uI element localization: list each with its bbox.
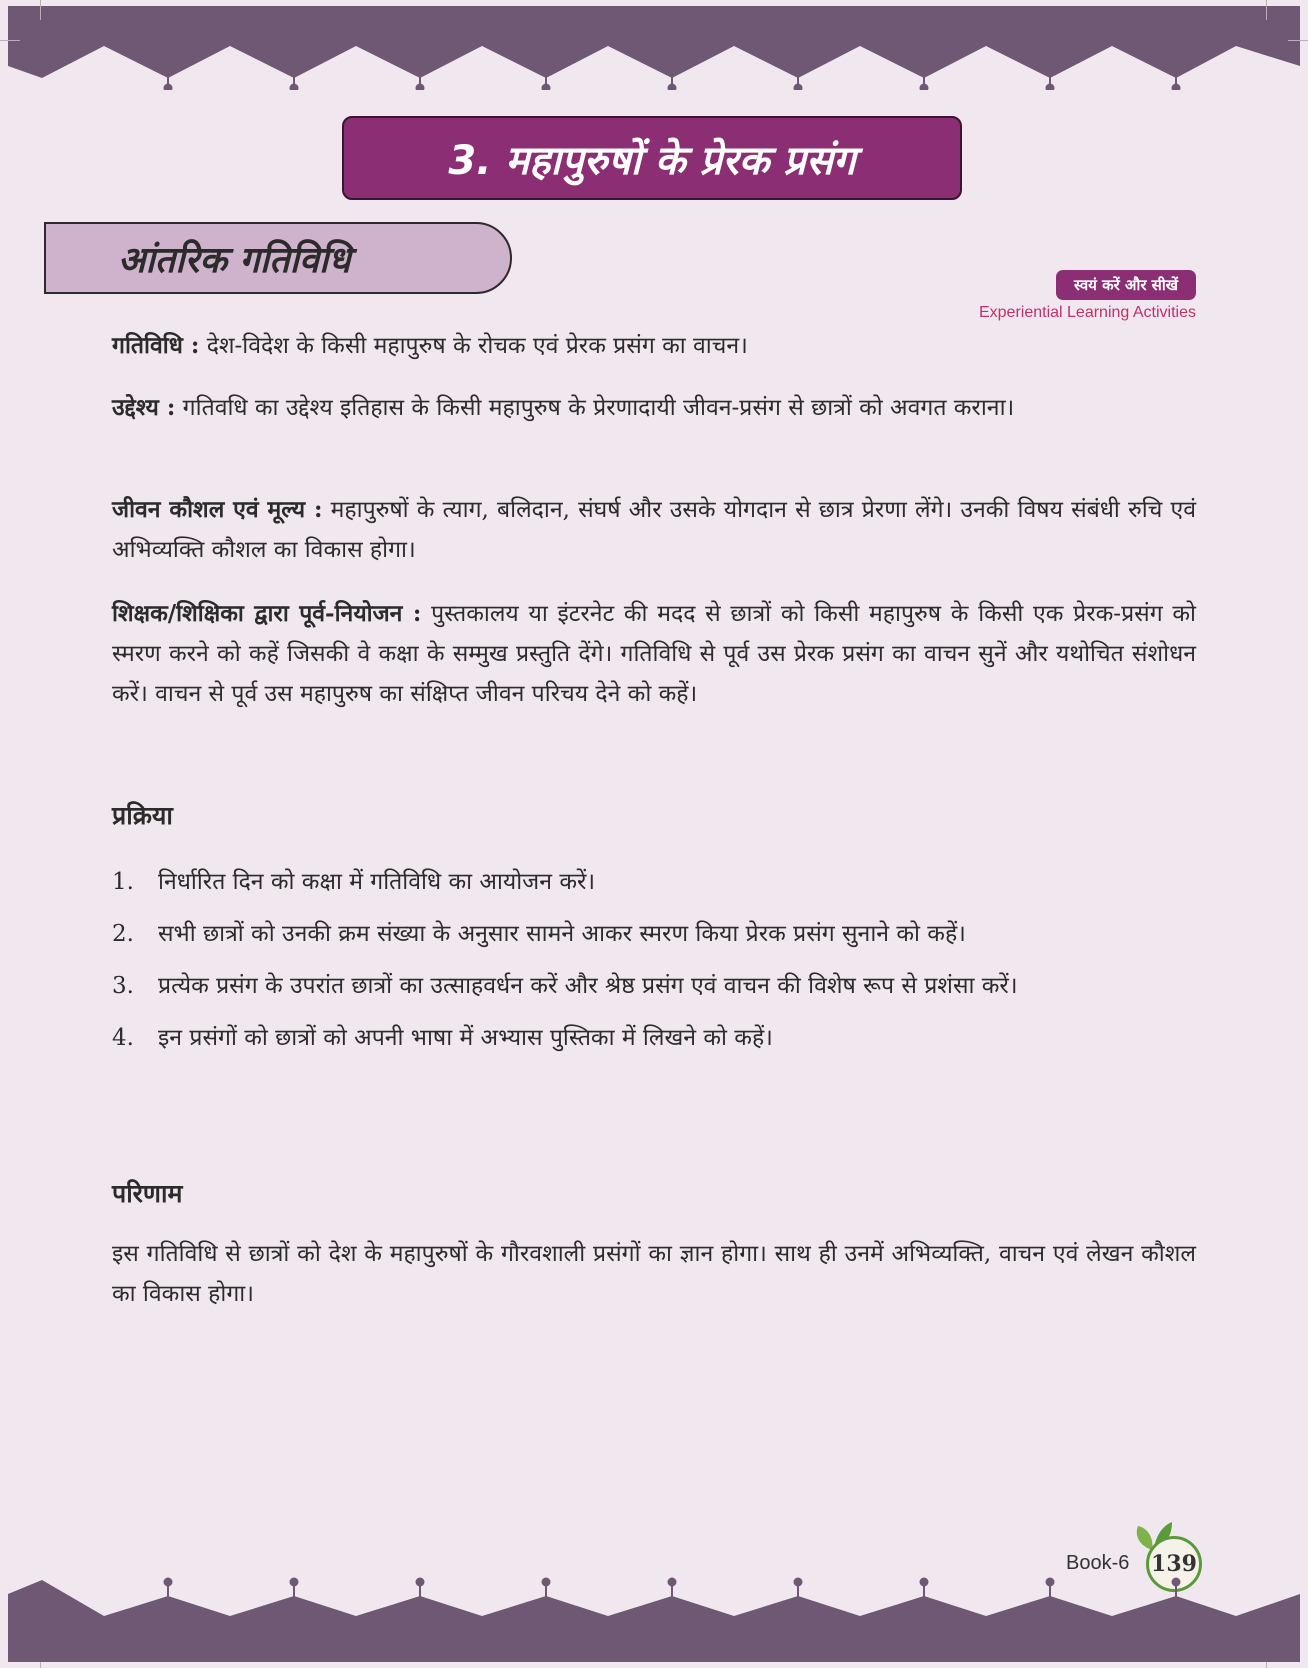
- process-heading: प्रक्रिया: [112, 801, 173, 830]
- purpose-label: उद्देश्य :: [112, 394, 176, 421]
- list-item-text: इन प्रसंगों को छात्रों को अपनी भाषा में अभ्यास पुस्तिका में लिखने को कहें।: [158, 1025, 773, 1051]
- list-item-number: 1.: [112, 869, 134, 895]
- skills-text: महापुरुषों के त्याग, बलिदान, संघर्ष और उसके योगदान से छात्र प्रेरणा लेंगे। उनकी विषय संबंधी रुचि एवं अभिव्यक्ति कौशल का विकास होगा।: [112, 497, 1197, 563]
- planning-text: पुस्तकालय या इंटरनेट की मदद से छात्रों को किसी महापुरुष के किसी एक प्रेरक-प्रसंग को स्मरण करने को कहें जिसकी वे कक्षा के सम्मुख प्रस्तुति देंगे। गतिविधि से पूर्व उस प्रेरक प्रसंग का वाचन सुनें और यथोचित संशोधन करें। वाचन से पूर्व उस महापुरुष का संक्षिप्त जीवन परिचय देने को कहें।: [112, 601, 1197, 707]
- purpose-text: गतिवधि का उद्देश्य इतिहास के किसी महापुरुष के प्रेरणादायी जीवन-प्रसंग से छात्रों को अवगत कराना।: [182, 395, 1015, 421]
- list-item-number: 2.: [112, 921, 134, 947]
- process-list: [112, 862, 1182, 1070]
- list-item: [112, 862, 1182, 902]
- section-title: आंतरिक गतिविधि: [44, 222, 512, 294]
- bottom-decorative-band: [0, 1570, 1308, 1668]
- list-item: [112, 966, 1182, 1006]
- activity-text: देश-विदेश के किसी महापुरुष के रोचक एवं प्रेरक प्रसंग का वाचन।: [206, 333, 748, 359]
- list-item-number: 4.: [112, 1025, 134, 1051]
- crop-mark: [1266, 0, 1267, 20]
- list-item-text: प्रत्येक प्रसंग के उपरांत छात्रों का उत्साहवर्धन करें और श्रेष्ठ प्रसंग एवं वाचन की विशेष रूप से प्रशंसा करें।: [158, 973, 1018, 999]
- activity-label: गतिविधि :: [112, 332, 200, 359]
- crop-mark: [0, 40, 20, 41]
- crop-mark: [40, 0, 41, 20]
- top-decorative-band: [0, 0, 1308, 90]
- list-item: [112, 914, 1182, 954]
- purpose-paragraph: [112, 388, 1196, 428]
- list-item-text: निर्धारित दिन को कक्षा में गतिविधि का आयोजन करें।: [158, 869, 596, 895]
- list-item: [112, 1018, 1182, 1058]
- list-item-text: सभी छात्रों को उनकी क्रम संख्या के अनुसार सामने आकर स्मरण किया प्रेरक प्रसंग सुनाने को कहें।: [158, 921, 966, 947]
- list-item-number: 3.: [112, 973, 134, 999]
- book-label: Book-6: [1066, 1552, 1130, 1574]
- experiential-badge-subtitle: Experiential Learning Activities: [978, 304, 1196, 321]
- activity-paragraph: [112, 326, 1196, 366]
- chapter-title: 3. महापुरुषों के प्रेरक प्रसंग: [342, 116, 962, 200]
- result-paragraph: इस गतिविधि से छात्रों को देश के महापुरुषों के गौरवशाली प्रसंगों का ज्ञान होगा। साथ ही उनमें अभिव्यक्ति, वाचन एवं लेखन कौशल का विकास होगा।: [112, 1241, 1196, 1307]
- page-number: 139: [1146, 1536, 1202, 1592]
- planning-paragraph: [112, 594, 1196, 714]
- result-heading: परिणाम: [112, 1179, 183, 1208]
- skills-paragraph: [112, 490, 1196, 570]
- crop-mark: [1288, 40, 1308, 41]
- experiential-badge: स्वयं करें और सीखें: [1056, 270, 1196, 300]
- skills-label: जीवन कौशल एवं मूल्य :: [112, 496, 323, 523]
- planning-label: शिक्षक/शिक्षिका द्वारा पूर्व-नियोजन :: [112, 600, 422, 627]
